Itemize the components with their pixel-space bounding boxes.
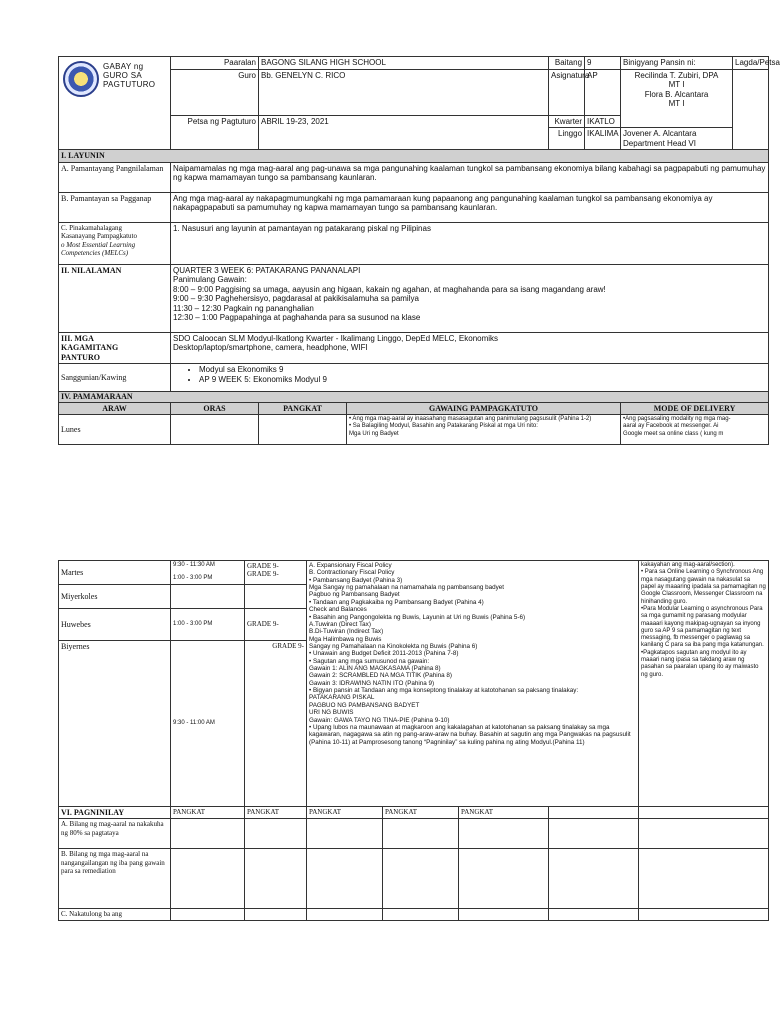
pagninilay-col: PANGKAT [459, 807, 549, 819]
asignatura-label: Asignatura [549, 70, 585, 116]
pagninilay-c-label: C. Nakatulong ba ang [59, 909, 171, 921]
petsa-value: ABRIL 19-23, 2021 [259, 116, 549, 150]
lunes-pangkat [259, 414, 347, 444]
miyerkoles-pangkat [245, 585, 307, 609]
nilalaman-text: QUARTER 3 WEEK 6: PATAKARANG PANANALAPI Panimulang Gawain: 8:00 – 9:00 Paggising sa umaga, aayusin ang higaan, kakain ng agahan, at maghahanda para sa isang magandang araw! 9:00 – 9:30 Paghehersisyo, pagdarasal at pakikisalamuha sa pamilya 11:30 – 12:30 Pagkain ng pananghalian 12:30 – 1:00 Pagpapahinga at paghahanda para sa susunod na klase [171, 264, 769, 332]
linggo-label: Linggo [549, 128, 585, 150]
kwarter-value: IKATLO [585, 116, 621, 128]
sanggunian-list [171, 364, 769, 392]
asignatura-value: AP [585, 70, 621, 116]
department-head: Jovener A. Alcantara Department Head VI [621, 128, 733, 150]
lunes-gawain: • Ang mga mag-aaral ay inaasahang masasagutan ang panimulang pagsusulit (Pahina 1-2) • Sa Balagiling Modyul, Basahin ang Patakarang Piskal at mga Uri nito: Mga Uri ng Badyet [347, 414, 621, 444]
baitang-value: 9 [585, 57, 621, 70]
pagninilay-a-label: A. Bilang ng mag-aaral na nakakuha ng 80% sa pagtataya [59, 819, 171, 849]
binigyang-pansin-label: Binigyang Pansin ni: [621, 57, 733, 70]
layunin-heading: I. LAYUNIN [59, 150, 769, 162]
col-gawain: GAWAING PAMPAGKATUTO [347, 402, 621, 414]
linggo-value: IKALIMA [585, 128, 621, 150]
lunes-oras [171, 414, 259, 444]
week-mode-of-delivery: kakayahan ang mag-aaral/section). • Para sa Online Learning o Synchronous Ang mga nasagutang gawain na nakasulat sa papel ay maaaring ipadala sa pamamagitan ng Google Classroom, Messenger Classroom na hinihanding guro. •Para Modular Learning o asynchronous Para sa mga gumamit ng parasang modyular maaaari kayong makipag-ugnayan sa inyong guro sa AP 9 sa pamamagitan ng text messaging, fb messenger o paglawag sa kanilang C para sa iba pang mga katanungan. •Pagkatapos sagutan ang modyul ito ay maaari nang ipasa sa takdang araw ng pasahan sa paaralan upang ito ay maiwasto ng guro. [639, 561, 769, 807]
lagda-petsa-label: Lagda/Petsa [733, 57, 769, 70]
baitang-label: Baitang [549, 57, 585, 70]
nilalaman-heading: II. NILALAMAN [59, 264, 171, 332]
pamamaraan-heading: IV. PAMAMARAAN [59, 392, 769, 402]
guro-value: Bb. GENELYN C. RICO [259, 70, 549, 116]
pamantayan-sa-pagganap-text: Ang mga mag-aaral ay nakapagmumungkahi ng mga pamamaraan kung papaanong ang pangunahing kaalaman tungkol sa pambansang ekonomiya ay nakapagpapabuti sa pamumuhay ng kapwa mamamayan tungo sa pambansang kaunlaran. [171, 192, 769, 222]
pagninilay-col: PANGKAT [171, 807, 245, 819]
lunes-mode: •Ang pagsasaling modality ng mga mag- aaral ay Facebook at messenger. Ai Google meet sa online class ( kung m [621, 414, 769, 444]
paaralan-label: Paaralan [171, 57, 259, 70]
martes-pangkat: GRADE 9- GRADE 9- [245, 561, 307, 585]
miyerkoles-oras [171, 585, 245, 609]
guro-label: Guro [171, 70, 259, 116]
pagninilay-b-label: B. Bilang ng mga mag-aaral na nangangailangan ng iba pang gawain para sa remediation [59, 849, 171, 909]
pagninilay-empty [639, 807, 769, 819]
lesson-plan-table [58, 56, 780, 445]
biyernes-pangkat: GRADE 9- [245, 641, 307, 807]
pagninilay-heading: VI. PAGNINILAY [59, 807, 171, 819]
melc-text: 1. Nasusuri ang layunin at pamantayan ng patakarang piskal ng Pilipinas [171, 222, 769, 264]
col-araw: ARAW [59, 402, 171, 414]
day-huwebes: Huwebes [59, 609, 171, 641]
day-lunes: Lunes [59, 414, 171, 444]
day-biyernes: Biyernes [59, 641, 171, 807]
col-oras: ORAS [171, 402, 259, 414]
pagninilay-col: PANGKAT [307, 807, 383, 819]
lesson-plan-table-continued [58, 560, 769, 921]
document-title: GABAY ng GURO SA PAGTUTURO [103, 62, 156, 90]
pamantayang-pangnilalaman-text: Naipamamalas ng mga mag-aaral ang pag-unawa sa mga pangunahing kaalaman tungkol sa pambansang ekonomiya bilang kabahagi sa pagpapabuti ng pamumuhay ng kapwa mamamayan tungo sa pambansang kaunlaran. [171, 162, 769, 192]
sanggunian-label: Sanggunian/Kawing [59, 364, 171, 392]
melc-label: C. Pinakamahalagang Kasanayang Pampagkatuto o Most Essential Learning Competencies (MELCs) [59, 222, 171, 264]
kagamitan-text: SDO Caloocan SLM Modyul-Ikatlong Kwarter - Ikalimang Linggo, DepEd MELC, Ekonomiks Desktop/laptop/smartphone, camera, headphone, WIFI [171, 332, 769, 363]
martes-oras: 9:30 - 11:30 AM 1:00 - 3:00 PM [171, 561, 245, 585]
huwebes-pangkat: GRADE 9- [245, 609, 307, 641]
list-item: • AP 9 WEEK 5: Ekonomiks Modyul 9 [199, 375, 766, 384]
deped-seal-icon [63, 61, 99, 97]
day-martes: Martes [59, 561, 171, 585]
pagninilay-col: PANGKAT [245, 807, 307, 819]
reviewers: Recilinda T. Zubiri, DPA MT I Flora B. Alcantara MT I [621, 70, 733, 128]
petsa-label: Petsa ng Pagtuturo [171, 116, 259, 150]
pamantayan-sa-pagganap-label: B. Pamantayan sa Pagganap [59, 192, 171, 222]
lagda-cell [733, 70, 769, 150]
col-pangkat: PANGKAT [259, 402, 347, 414]
kwarter-label: Kwarter [549, 116, 585, 128]
week-gawain: A. Expansionary Fiscal Policy B. Contractionary Fiscal Policy • Pambansang Badyet (Pahina 3) Mga Sangay ng pamahalaan na namamahala ng pambansang badyet Pagbuo ng Pambansang Badyet • Tandaan ang Pagkakaiba ng Pambansang Badyet (Pahina 4) Check and Balances • Basahin ang Pangongolekta ng Buwis, Layunin at Uri ng Buwis (Pahina 5-6) A.Tuwiran (Direct Tax) B.Di-Tuwiran (Indirect Tax) Mga Halimbawa ng Buwis Sangay ng Pamahalaan na Kinokolekta ng Buwis (Pahina 6) • Unawain ang Budget Deficit 2011-2013 (Pahina 7-8) • Sagutan ang mga sumusunod na gawain: Gawain 1: ALIN ANG MAGKASAMA (Pahina 8) Gawain 2: SCRAMBLED NA MGA TITIK (Pahina 8) Gawain 3: IDRAWING NATIN ITO (Pahina 9) • Bigyan pansin at Tandaan ang mga konseptong tinalakay at katotohanan sa paksang tinalakay: PATAKARANG PISKAL PAGBUO NG PAMBANSANG BADYET URI NG BUWIS Gawain: GAWA TAYO NG TINA-PIE (Pahina 9-10) • Upang lubos na maunawaan at magkaroon ang kakalagahan at katotohanan sa paksang tinalakay sa mga kagawaran, nagagawa sa atin ng pang-araw-araw na buhay. Basahin at sagutin ang mga Pangwakas na pagsusulit (Pahina 10-11) at Pamprosesong tanong “Pagninilay” sa kuling pahina ng ating Modyul.(Pahina 11) [307, 561, 639, 807]
header-logo-cell [59, 57, 171, 150]
huwebes-oras: 1:00 - 3:00 PM [171, 609, 245, 641]
pamantayang-pangnilalaman-label: A. Pamantayang Pangnilalaman [59, 162, 171, 192]
paaralan-value: BAGONG SILANG HIGH SCHOOL [259, 57, 549, 70]
col-mode: MODE OF DELIVERY [621, 402, 769, 414]
kagamitan-heading: III. MGA KAGAMITANG PANTURO [59, 332, 171, 363]
pagninilay-col: PANGKAT [383, 807, 459, 819]
list-item: • Modyul sa Ekonomiks 9 [199, 365, 766, 374]
biyernes-oras: 9:30 - 11:00 AM [171, 641, 245, 807]
pagninilay-empty [549, 807, 639, 819]
day-miyerkoles: Miyerkoles [59, 585, 171, 609]
